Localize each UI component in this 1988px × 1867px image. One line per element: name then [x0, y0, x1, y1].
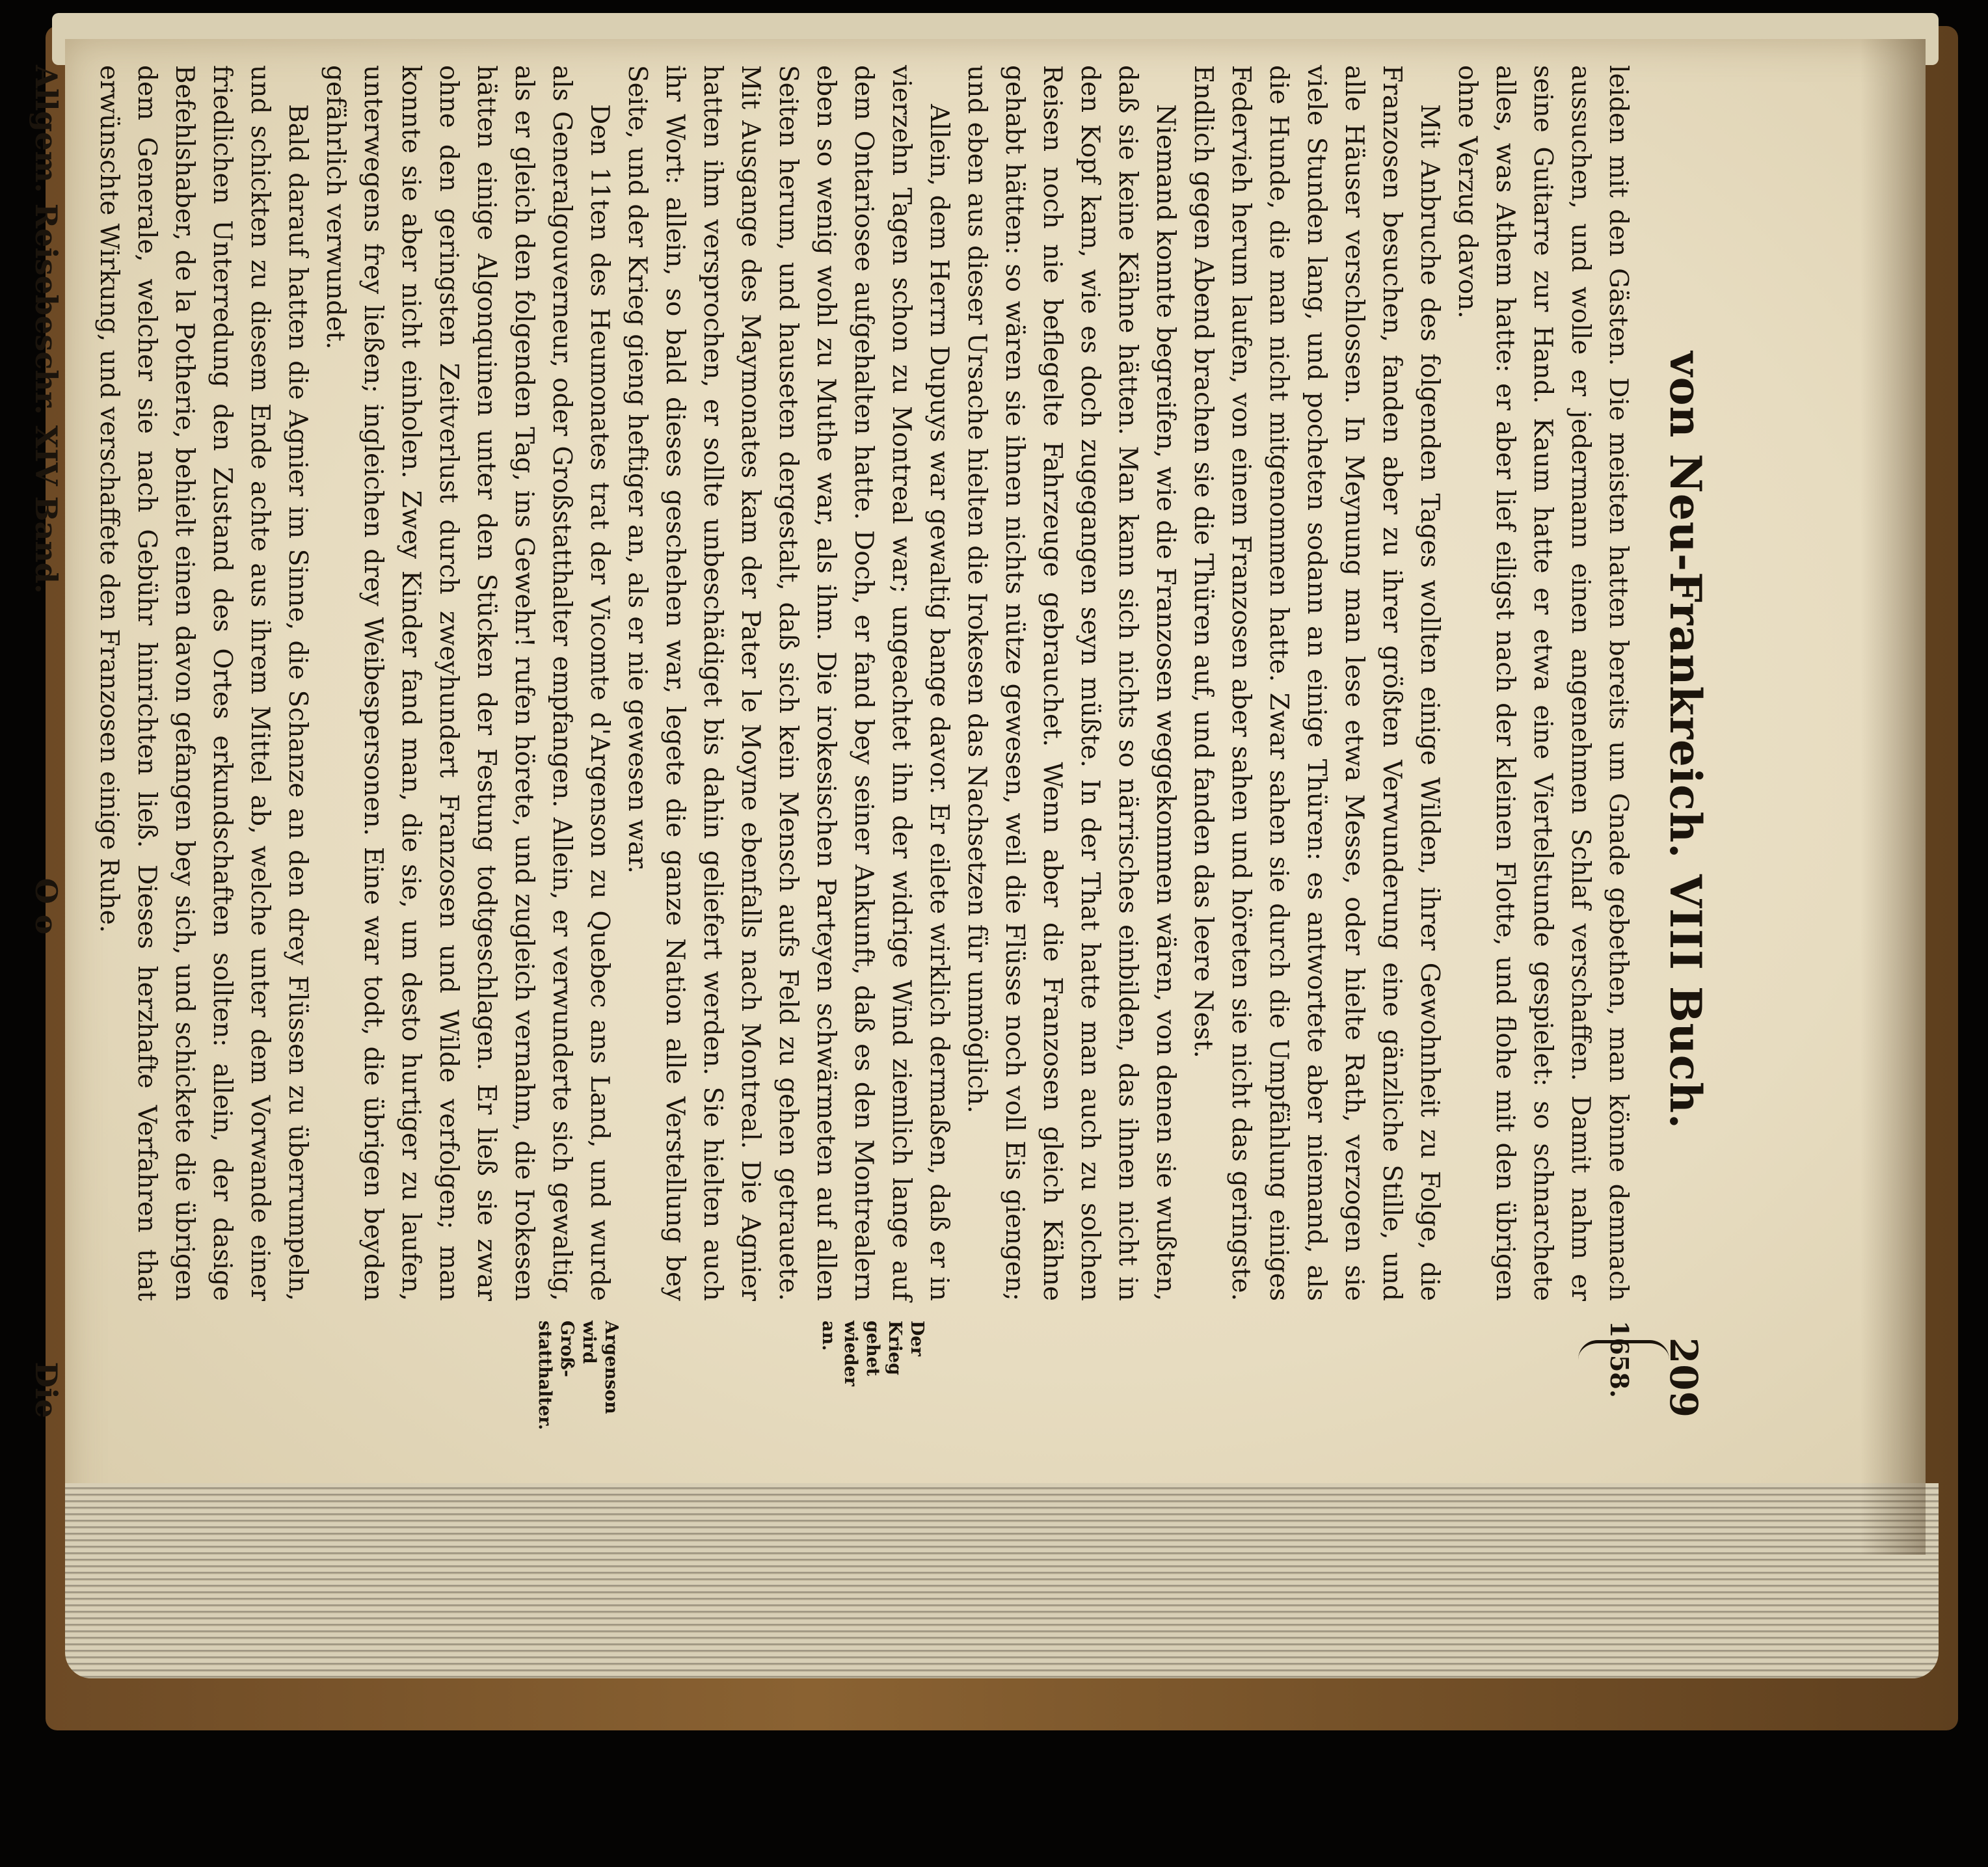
rotated-text-block: [29, 65, 1711, 1430]
running-head: [1660, 65, 1711, 1418]
margin-year: 1658.: [1605, 1321, 1634, 1398]
running-title: von Neu-Frankreich. VIII Buch.: [1660, 351, 1711, 1129]
main-text-column: [90, 65, 1637, 1430]
paragraph-1: leiden mit den Gästen. Die meisten hatten bereits um Gnade gebethen, man könne demnach aussuchen, und wolle er jedermann einen angenehmen Schlaf verschaffen. Damit nahm er seine Guitarre zur Hand. Kaum hatte er etwa eine Viertelstunde gespielet: so schnarchete alles, was Athem hatte: er aber lief eiligst nach der kleinen Flotte, und flohe mit den übrigen ohne Verzug davon.: [1453, 65, 1633, 1301]
margin-note-argenson: Argenson wird Groß-statthalter.: [535, 1321, 621, 1430]
margin-note-war: Der Krieg gehet wieder an.: [818, 1321, 927, 1386]
paragraph-3: Niemand konnte begreifen, wie die Franzosen weggekommen wären, von denen sie wußten, daß sie keine Kähne hätten. Man kann sich nichts so närrisches einbilden, das ihnen nicht in den Kopf kam, wie es doch zugegangen seyn müßte. In der That hatte man auch zu solchen Reisen noch nie beflegelte Fahrzeuge gebrauchet. Wenn aber die Franzosen gleich Kähne gehabt hätten: so wären sie ihnen nichts nütze gewesen, weil die Flüsse noch voll Eis giengen; und eben aus dieser Ursache hielten die Irokesen das Nachsetzen für unmöglich.: [962, 65, 1180, 1301]
paragraph-5: Den 11ten des Heumonates trat der Vicomte d'Argenson zu Quebec ans Land, und wurde als Generalgouverneur, oder Großstatthalter empfangen. Allein, er verwunderte sich gewaltig, als er gleich den folgenden Tag, ins Gewehr! rufen hörete, und zugleich vernahm, die Irokesen hätten einige Algonquinen unter den Stücken der Festung todtgeschlagen. Er ließ sie zwar ohne den geringsten Zeitverlust durch zweyhundert Franzosen und Wilde verfolgen; man konnte sie aber nicht einholen. Zwey Kinder fand man, die sie, um desto hurtiger zu laufen, unterwegens frey ließen; ingleichen drey Weibespersonen. Eine war todt, die übrigen beyden gefährlich verwundet.: [321, 65, 614, 1301]
page-number: 209: [1661, 1337, 1706, 1418]
gutter-shadow: [1860, 39, 1926, 1555]
signature-mark: O o: [29, 878, 64, 935]
footer-volume: Allgem. Reisebeschr. XIV Band.: [29, 65, 64, 594]
page-block-edges: [65, 1483, 1939, 1678]
catchword: Die: [29, 1362, 64, 1418]
paragraph-6: Bald darauf hatten die Agnier im Sinne, die Schanze an den drey Flüssen zu überrumpeln, und schickten zu diesem Ende achte aus ihrem Mittel ab, welche unter dem Vorwande einer friedlichen Unterredung den Zustand des Ortes erkundschaften sollten: allein, der dasige Befehlshaber, de la Potherie, behielt einen davon gefangen bey sich, und schickete die übrigen dem Generale, welcher sie nach Gebühr hinrichten ließ. Dieses herzhafte Verfahren that erwünschte Wirkung, und verschaffete den Franzosen einige Ruhe.: [94, 65, 312, 1301]
paragraph-2: Mit Anbruche des folgenden Tages wollten einige Wilden, ihrer Gewohnheit zu Folge, die Franzosen besuchen, fanden aber zu ihrer größten Verwunderung eine gänzliche Stille, und alle Häuser verschlossen. In Meynung man lese etwa Messe, oder hielte Rath, verzogen sie viele Stunden lang, und pocheten sodann an einige Thüren: es antwortete aber niemand, als die Hunde, die man nicht mitgenommen hatte. Zwar sahen sie durch die Umpfählung einiges Federvieh herum laufen, von einem Franzosen aber sahen und höreten sie nicht das geringste. Endlich gegen Abend brachen sie die Thüren auf, und fanden das leere Nest.: [1189, 65, 1444, 1301]
page-footer: [29, 65, 64, 1418]
paragraph-4: Allein, dem Herrn Dupuys war gewaltig bange davor. Er eilete wirklich dermaßen, daß er in vierzehn Tagen schon zu Montreal war; ungeachtet ihn der widrige Wind ziemlich lange auf dem Ontariosee aufgehalten hatte. Doch, er fand bey seiner Ankunft, daß es den Montrealern eben so wenig wohl zu Muthe war, als ihm. Die irokesischen Parteyen schwärmeten auf allen Seiten herum, und hauseten dergestalt, daß sich kein Mensch aufs Feld zu gehen getrauete. Mit Ausgange des Maymonates kam der Pater le Moyne ebenfalls nach Montreal. Die Agnier hatten ihm versprochen, er sollte unbeschädiget bis dahin geliefert werden. Sie hielten auch ihr Wort: allein, so bald dieses geschehen war, legete die ganze Nation alle Verstellung bey Seite, und der Krieg gieng heftiger an, als er nie gewesen war.: [623, 65, 954, 1301]
